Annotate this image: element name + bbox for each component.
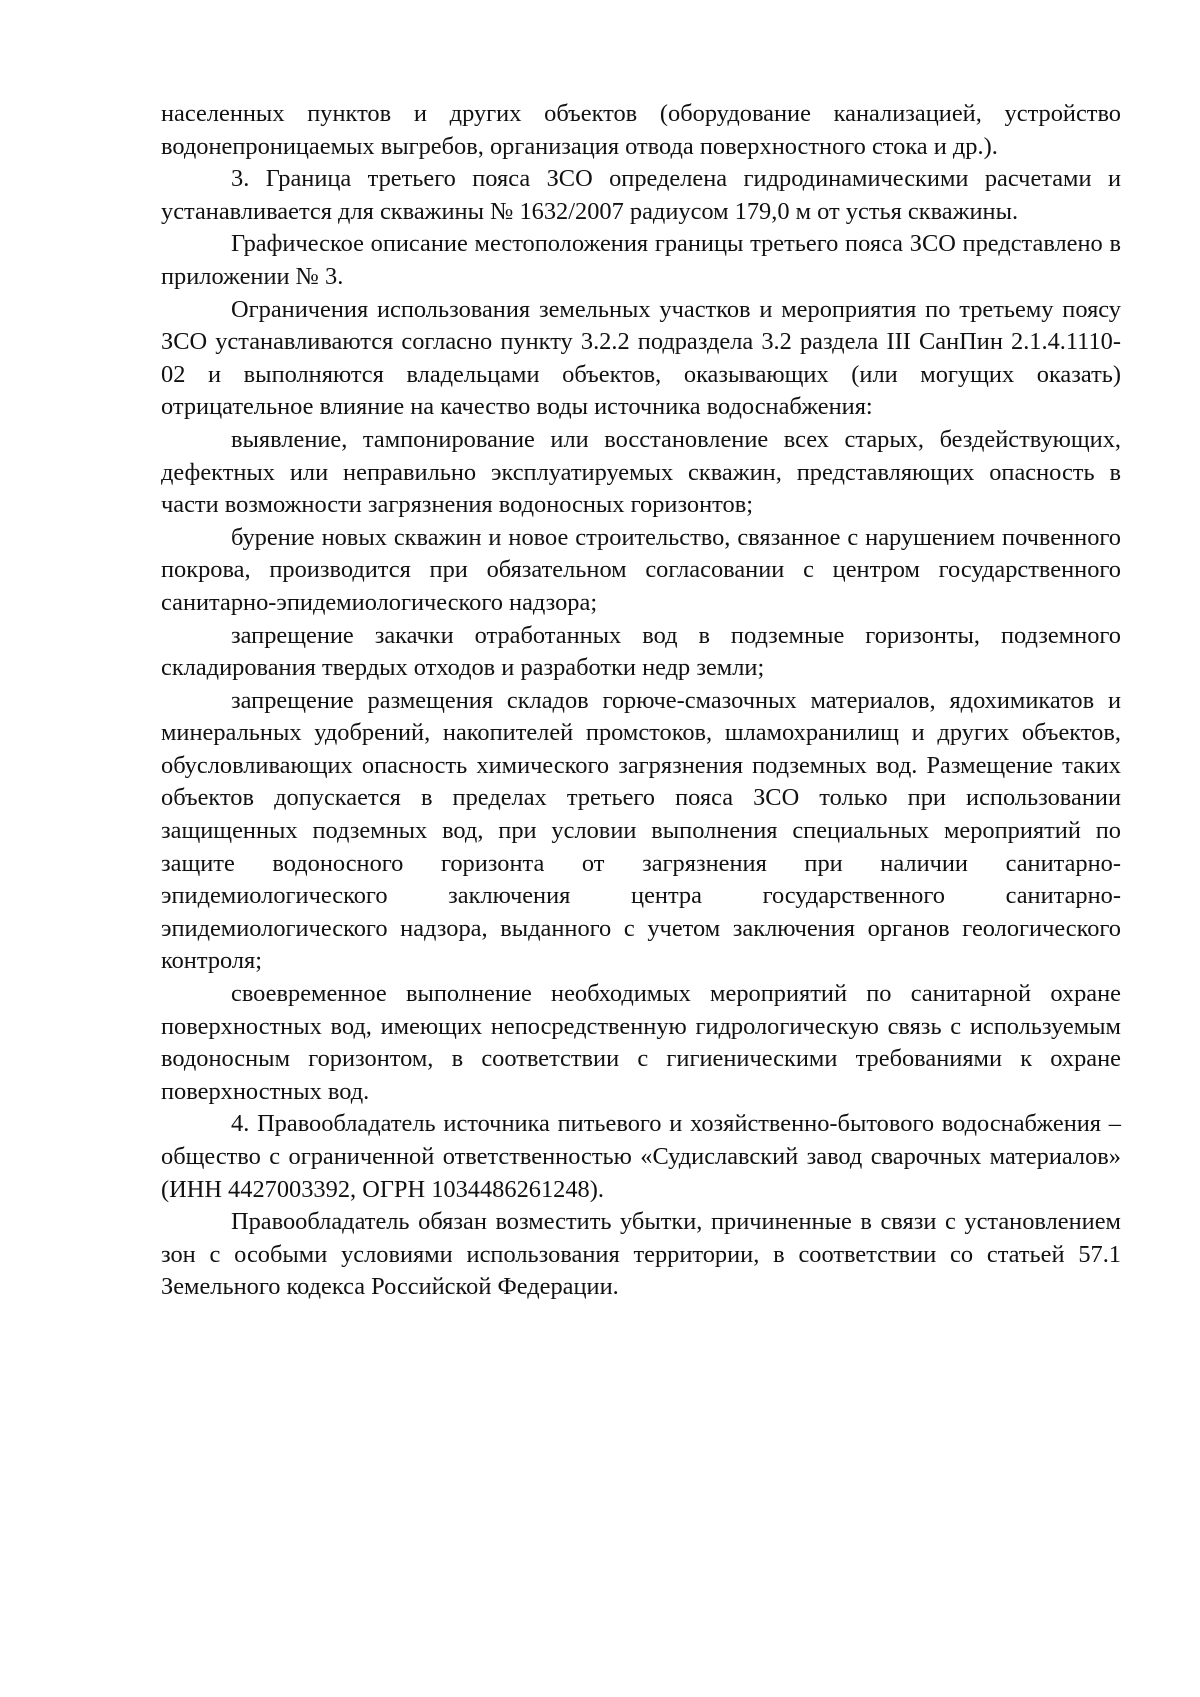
paragraph-item-3: 3. Граница третьего пояса ЗСО определена гидродинамическими расчетами и устанавливается для скважины № 1632/2007 радиусом 179,0 м от устья скважины. [161,165,1121,225]
paragraph-measure-storage-ban: запрещение размещения складов горюче-смазочных материалов, ядохимикатов и минеральных удобрений, накопителей промстоков, шламохранилищ и других объектов, обусловливающих опасность химического загрязнения подземных вод. Размещение таких объектов допускается в пределах третьего пояса ЗСО только при использовании защищенных подземных вод, при условии выполнения специальных мероприятий по защите водоносного горизонта от загрязнения при наличии санитарно-эпидемиологического заключения центра государственного санитарно-эпидемиологического надзора, выданного с учетом заключения органов геологического контроля; [161,686,1121,975]
paragraph-item-4: 4. Правообладатель источника питьевого и хозяйственно-бытового водоснабжения – общество с ограниченной ответственностью «Судиславский завод сварочных материалов» (ИНН 4427003392, ОГРН 1034486261248). [161,1110,1121,1203]
paragraph-measure-detection: выявление, тампонирование или восстановление всех старых, бездействующих, дефектных или неправильно эксплуатируемых скважин, представляющих опасность в части возможности загрязнения водоносных горизонтов; [161,425,1121,519]
paragraph-continuation: населенных пунктов и других объектов (оборудование канализацией, устройство водонепроницаемых выгребов, организация отвода поверхностного стока и др.). [161,100,1121,160]
paragraph-graphic-description: Графическое описание местоположения границы третьего пояса ЗСО представлено в приложении № 3. [161,230,1121,290]
paragraph-compensation: Правообладатель обязан возместить убытки, причиненные в связи с установлением зон с особыми условиями использования территории, в соответствии со статьей 57.1 Земельного кодекса Российской Федерации. [161,1208,1121,1301]
paragraph-restrictions: Ограничения использования земельных участков и мероприятия по третьему поясу ЗСО устанавливаются согласно пункту 3.2.2 подраздела 3.2 раздела III СанПин 2.1.4.1110-02 и выполняются владельцами объектов, оказывающих (или могущих оказать) отрицательное влияние на качество воды источника водоснабжения: [161,295,1121,421]
paragraph-measure-drilling: бурение новых скважин и новое строительство, связанное с нарушением почвенного покрова, производится при обязательном согласовании с центром государственного санитарно-эпидемиологического надзора; [161,523,1121,616]
paragraph-measure-surface-water: своевременное выполнение необходимых мероприятий по санитарной охране поверхностных вод, имеющих непосредственную гидрологическую связь с используемым водоносным горизонтом, в соответствии с гигиеническими требованиями к охране поверхностных вод. [161,980,1121,1105]
paragraph-measure-injection-ban: запрещение закачки отработанных вод в подземные горизонты, подземного складирования твердых отходов и разработки недр земли; [161,621,1121,682]
document-page [161,98,1121,1304]
